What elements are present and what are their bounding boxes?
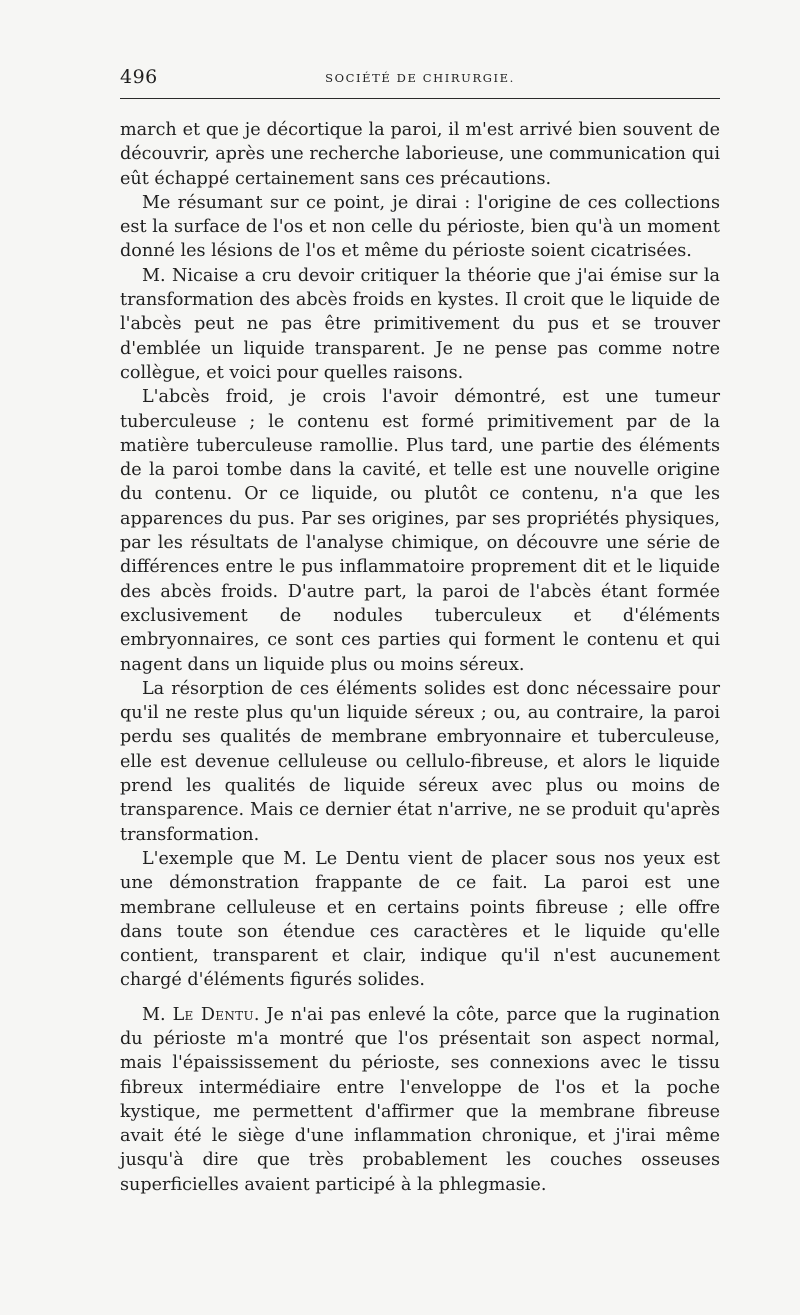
paragraph-continuation: march et que je décortique la paroi, il m'est arrivé bien souvent de découvrir, après une recherche laborieuse, une communication qui eût échappé certainement sans ces précautions. bbox=[120, 120, 720, 189]
paragraph-resorption: La résorption de ces éléments solides est donc nécessaire pour qu'il ne reste plus qu'un liquide séreux ; ou, au contraire, la paroi perdu ses qualités de membrane embryonnaire et tuberculeuse, elle est devenue celluleuse ou cellulo-fibreuse, et alors le liquide prend les qualités de liquide séreux avec plus ou moins de transparence. Mais ce dernier état n'arrive, ne se produit qu'après transformation. bbox=[120, 678, 720, 845]
page-number: 496 bbox=[120, 66, 158, 88]
paragraph-summary: Me résumant sur ce point, je dirai : l'origine de ces collections est la surface de l'os et non celle du périoste, bien qu'à un moment donné les lésions de l'os et même du périoste soient cicatrisées. bbox=[120, 192, 720, 262]
paragraph-nicaise: M. Nicaise a cru devoir critiquer la théorie que j'ai émise sur la transformation des abcès froids en kystes. Il croit que le liquide de l'abcès peut ne pas être primitivement du pus et se trouver d'emblée un liquide transparent. Je ne pense pas comme notre collègue, et voici pour quelles raisons. bbox=[120, 265, 720, 383]
paragraph-exemple: L'exemple que M. Le Dentu vient de placer sous nos yeux est une démonstration frappante de ce fait. La paroi est une membrane celluleuse et en certains points fibreuse ; elle offre dans toute son étendue ces caractères et le liquide qu'elle contient, transparent et clair, indique qu'il n'est aucunement chargé d'éléments figurés solides. bbox=[120, 848, 720, 991]
running-head: SOCIÉTÉ DE CHIRURGIE. bbox=[325, 71, 515, 85]
paragraph-reply bbox=[120, 1003, 720, 1197]
reply-text: . Je n'ai pas enlevé la côte, parce que la rugination du périoste m'a montré que l'os présentait son aspect normal, mais l'épaississement du périoste, ses connexions avec le tissu fibreux intermédiaire entre l'enveloppe de l'os et la poche kystique, me permettent d'affirmer que la membrane fibreuse avait été le siège d'une inflammation chronique, et j'irai même jusqu'à dire que très probablement les couches osseuses superficielles avaient participé à la phlegmasie. bbox=[120, 1004, 720, 1195]
body-text bbox=[120, 118, 720, 1197]
reply-prefix: M. bbox=[142, 1004, 173, 1025]
header-rule bbox=[120, 98, 720, 99]
page-header bbox=[120, 66, 720, 94]
reply-speaker: Le Dentu bbox=[172, 1004, 254, 1025]
paragraph-abces-froid: L'abcès froid, je crois l'avoir démontré, est une tumeur tuberculeuse ; le contenu est formé primitivement par de la matière tuberculeuse ramollie. Plus tard, une partie des éléments de la paroi tombe dans la cavité, et telle est une nouvelle origine du contenu. Or ce liquide, ou plutôt ce contenu, n'a que les apparences du pus. Par ses origines, par ses propriétés physiques, par les résultats de l'analyse chimique, on découvre une série de différences entre le pus inflammatoire proprement dit et le liquide des abcès froids. D'autre part, la paroi de l'abcès étant formée exclusivement de nodules tuberculeux et d'éléments embryonnaires, ce sont ces parties qui forment le contenu et qui nagent dans un liquide plus ou moins séreux. bbox=[120, 387, 720, 675]
